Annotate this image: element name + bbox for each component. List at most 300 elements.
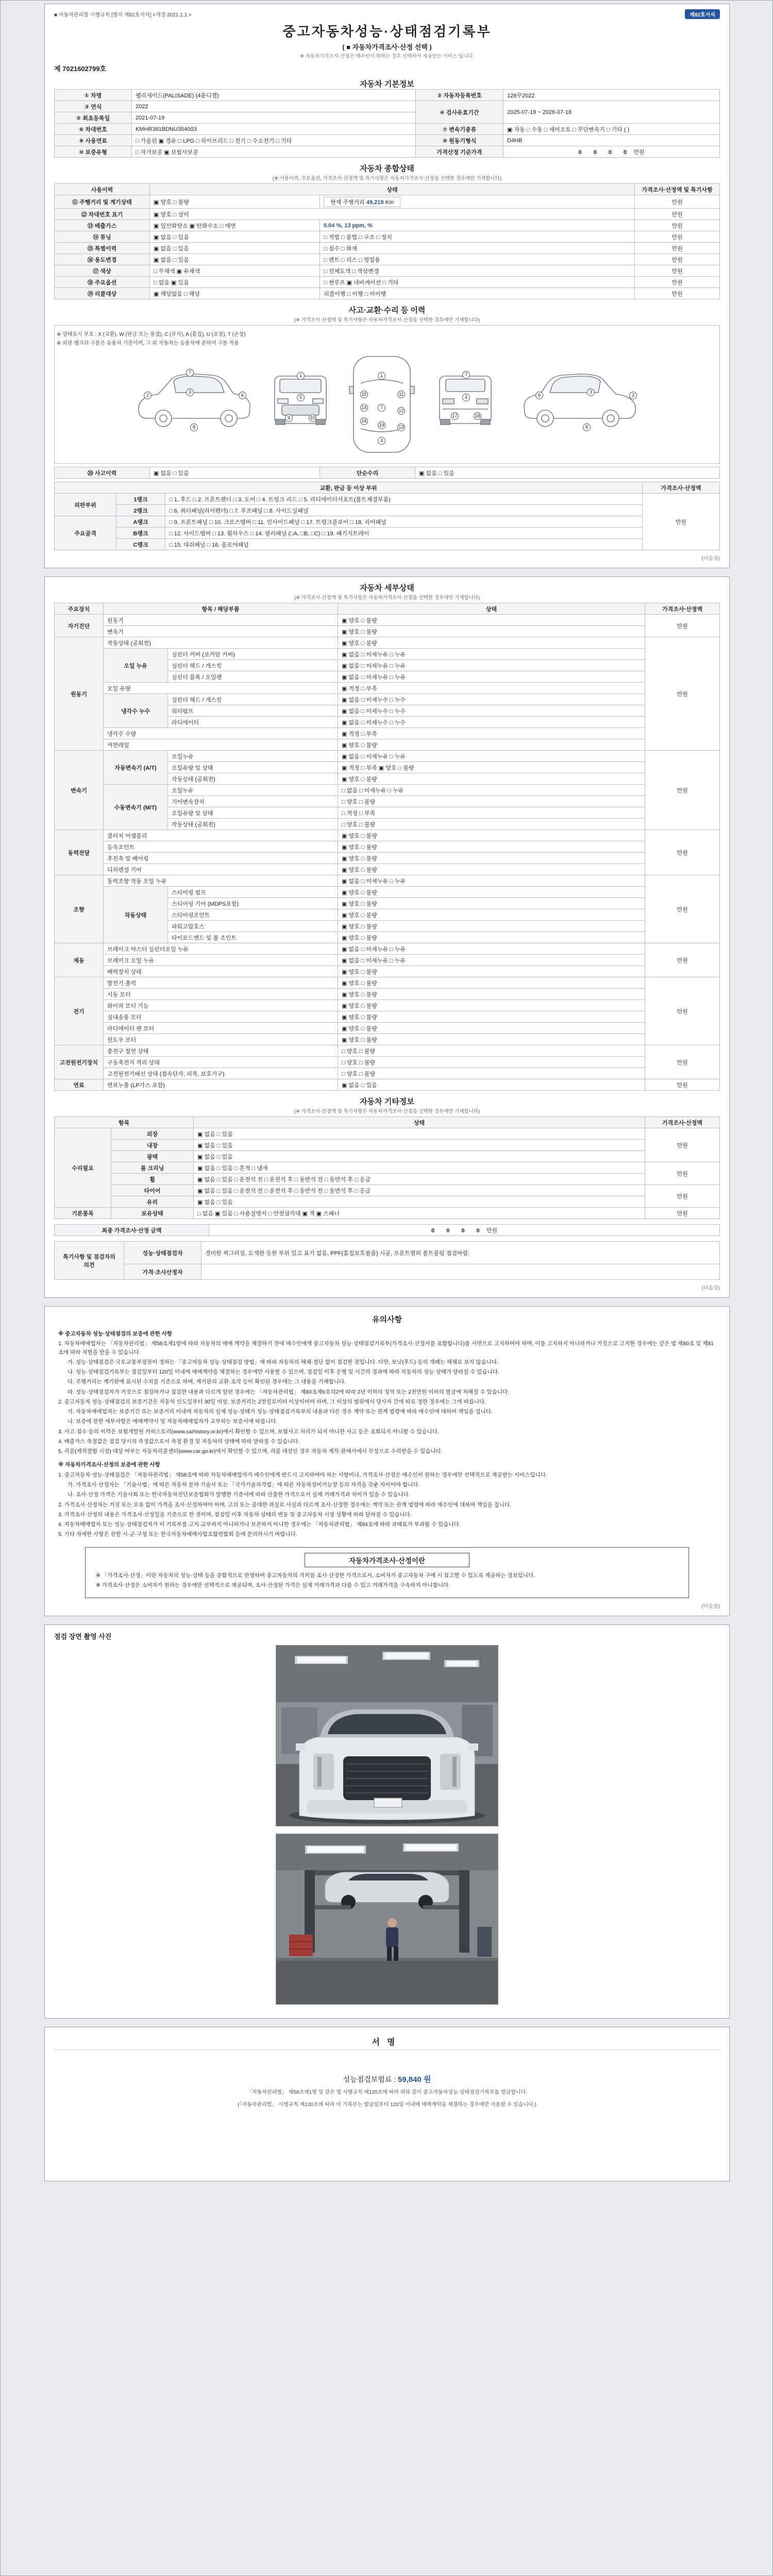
- cell-item: 디퍼렌셜 기어: [104, 864, 338, 875]
- cell-state: ▣ 양호 □ 불량: [338, 626, 645, 637]
- cell-state: ▣ 없음 □ 있음 □ 운전석 전 □ 운전석 후 □ 동반석 전 □ 동반석 후 □ 응급: [194, 1174, 645, 1185]
- cell-state: ▣ 양호 □ 불량: [338, 853, 645, 864]
- cell-item: 냉각수 수량: [104, 728, 338, 739]
- cell-state: ▣ 양호 □ 불량: [338, 1000, 645, 1011]
- state-code-legend: ※ 상태표시 부호 : X (교환), W (판금 또는 용접), C (부식), A (흠집), U (요철), T (손상): [57, 332, 246, 337]
- price-cell: 만원: [645, 977, 720, 1045]
- cell-state: ▣ 양호 □ 불량: [338, 1023, 645, 1034]
- cell-item: 작동상태 (공회전): [168, 819, 338, 830]
- diagram-number: 4: [378, 437, 385, 445]
- notice-item: 3. 가격조사·산정의 내용은 가격조사·산정일을 기준으로 한 것이며, 점검일 이후 자동차 상태의 변동 및 중고자동차 시장 상황에 따라 달라질 수 있습니다.: [58, 1511, 412, 1518]
- base-price-unit: 만원: [633, 149, 645, 156]
- diagram-number: 8: [583, 423, 591, 431]
- diagram-number: 7: [462, 371, 470, 379]
- price-cell: 만원: [635, 243, 720, 254]
- group-fuel: 연료: [55, 1079, 104, 1091]
- cell-state: ▣ 없음 □ 있음: [194, 1151, 645, 1162]
- cell-item: 라디에이터: [168, 717, 338, 728]
- etc-col-price: 가격조사·산정액: [645, 1117, 720, 1128]
- diagram-number: 7: [186, 369, 194, 377]
- fuel-label: ⑧ 사용연료: [55, 135, 132, 146]
- diagram-number: 19: [378, 421, 385, 429]
- accident-history-state: ▣ 없음 □ 있음: [150, 467, 320, 479]
- odometer-cell: [320, 195, 635, 209]
- cell-item: 클러치 어셈블리: [104, 830, 338, 841]
- sub-at: 자동변속기 (A/T): [104, 751, 168, 785]
- cell-item: 실린더 블록 / 오일팬: [168, 671, 338, 683]
- price-cell: 만원: [635, 195, 720, 209]
- form-reference: ■ 자동차관리법 시행규칙 [별지 제82호서식] <개정 2021.1.1.>: [54, 12, 192, 18]
- transmission-label: ⑦ 변속기종류: [416, 124, 503, 135]
- price-cell: 만원: [635, 254, 720, 265]
- appraiser-comment: [201, 1264, 720, 1280]
- section-overall: [54, 163, 720, 299]
- simple-repair-label: 단순수리: [320, 467, 415, 479]
- price-cell: 만원: [645, 751, 720, 830]
- accident-history-table: [54, 467, 720, 479]
- cell-state: □ 양호 □ 불량: [338, 1057, 645, 1068]
- price-cell: 만원: [635, 231, 720, 243]
- rankB-label: B랭크: [116, 528, 165, 539]
- odometer-unit: Km: [385, 199, 394, 206]
- cell-item: 오일 유량: [104, 683, 338, 694]
- transmission-checkboxes: ▣ 자동 □ 수동 □ 세미오토 □ 무단변속기 □ 기타 ( ): [503, 124, 720, 135]
- notice-item: 라. 성능·상태점검자가 거짓으로 점검하거나 점검한 내용과 다르게 알린 경우에는 「자동차관리법」 제80조제6호의2에 따라 2년 이하의 징역 또는 2천만원 이하의 벌금에 처해질 수 있습니다.: [68, 1388, 509, 1395]
- notice-heading: ※ 중고자동차 성능·상태점검의 보증에 관한 사항: [58, 1331, 173, 1337]
- notice-item: 2. 중고자동차 성능·상태점검의 보증기간은 자동차 인도일부터 30일 이상, 보증거리는 2천킬로미터 이상이어야 하며, 그 이상의 범위에서 당사자 간에 따로 정한 경우에는 그에 따릅니다.: [58, 1398, 486, 1405]
- legal-statement-1: 「자동차관리법」 제58조제1항 및 같은 법 시행규칙 제120조에 따라 위와 같이 중고자동차성능·상태점검기록부를 발급합니다.: [246, 2090, 528, 2096]
- signature-title: 서명: [54, 2032, 720, 2050]
- document-subnote: ※ 자동차가격조사·산정은 매수인이 원하는 경우 선택하여 제공받는 서비스 입니다.: [300, 54, 474, 59]
- sheet-detail: [44, 577, 730, 1298]
- document-number: 제 7021602799호: [54, 65, 107, 73]
- emission-state: ▣ 일산화탄소 ▣ 탄화수소 □ 매연: [150, 220, 320, 231]
- odometer-box: [324, 197, 400, 207]
- final-price-value-cell: [209, 1225, 720, 1236]
- diagram-number: 2: [144, 392, 152, 399]
- vehicle-name-label: ① 차명: [55, 90, 132, 101]
- diagram-number: 8: [190, 423, 198, 431]
- photo-lift-illustration: [276, 1834, 498, 2004]
- next-page-marker: (다음장): [701, 1604, 720, 1610]
- vin-mark-state: ▣ 양호 □ 상이: [150, 209, 635, 220]
- cell-state: ▣ 적정 □ 부족: [338, 683, 645, 694]
- cell-item: 유리: [111, 1196, 194, 1208]
- cell-item: 원동기: [104, 615, 338, 626]
- notice-item: 4. 자동차매매업자 또는 성능·상태점검자가 이 기록부를 고지·교부하지 아니하거나 보존하지 아니한 경우에는 「자동차관리법」 제84조에 따라 과태료가 부과될 수 있습니다.: [58, 1521, 461, 1528]
- group-powertrain: 동력전달: [55, 830, 104, 875]
- emission-values: 0.04 %, 13 ppm, %: [320, 220, 635, 231]
- special-history-state: ▣ 없음 □ 있음: [150, 243, 320, 254]
- sheet-signature: [44, 2027, 730, 2181]
- tuning-extra: □ 적법 □ 불법 □ 구조 □ 장치: [320, 231, 635, 243]
- photo-front-illustration: [276, 1646, 498, 1826]
- first-registration-label: ⑤ 최초등록일: [55, 112, 132, 124]
- diagram-number: 6: [535, 392, 543, 399]
- group-steering: 조향: [55, 875, 104, 943]
- cell-item: 라디에이터 팬 모터: [104, 1023, 338, 1034]
- cell-item: 타이어: [111, 1185, 194, 1196]
- color-state: □ 무채색 ▣ 유채색: [150, 265, 320, 277]
- reg-no-label: ② 자동차등록번호: [416, 90, 503, 101]
- cell-state: ▣ 양호 □ 불량: [338, 977, 645, 989]
- cell-item: 배력장치 상태: [104, 966, 338, 977]
- diagram-number: 9: [285, 414, 293, 422]
- recall-label: ⑲ 리콜대상: [55, 288, 150, 299]
- notice-item: 2. 가격조사·산정자는 거짓 또는 오류 없이 가격을 조사·산정하여야 하며, 고의 또는 중대한 과실로 사실과 다르게 조사·산정한 경우에는 계약 또는 관계 법령에 따라 매수인에 대하여 책임을 집니다.: [58, 1501, 512, 1508]
- accident-history-label: ⑳ 사고이력: [55, 467, 150, 479]
- cell-state: ▣ 없음 □ 미세누수 □ 누수: [338, 717, 645, 728]
- cell-item: 오일누유: [168, 751, 338, 762]
- odometer-state: ▣ 양호 □ 불량: [150, 195, 320, 209]
- basic-info-table: [54, 89, 720, 158]
- emission-label: ⑬ 배출가스: [55, 220, 150, 231]
- cell-item: 실린더 커버 (로커암 커버): [168, 649, 338, 660]
- explainer-title: 자동차가격조사·산정이란: [305, 1553, 469, 1567]
- price-appraisal-explainer: [85, 1547, 689, 1599]
- cell-item: 워터펌프: [168, 705, 338, 717]
- overall-table: [54, 183, 720, 299]
- cell-state: ▣ 없음 □ 있음: [338, 1079, 645, 1091]
- diagram-number: 5: [297, 394, 305, 401]
- section-accident: [54, 304, 720, 550]
- sub-oil-leak: 오일 누유: [104, 649, 168, 683]
- inspection-period-value: 2025-07-19 ~ 2026-07-18: [503, 101, 720, 124]
- sub-steering-operation: 작동상태: [104, 887, 168, 943]
- notice-item: 5. 기타 자세한 사항은 관할 시·군·구청 또는 한국자동차매매사업조합연합회 등에 문의하시기 바랍니다.: [58, 1531, 297, 1538]
- cell-item: 오일유량 및 상태: [168, 807, 338, 819]
- color-extra: □ 전체도색 □ 색상변경: [320, 265, 635, 277]
- cell-item: 오일유량 및 상태: [168, 762, 338, 773]
- diagram-number: 10: [309, 414, 316, 422]
- cell-item: 타이로드엔드 및 볼 조인트: [168, 932, 338, 943]
- rank1-label: 1랭크: [116, 494, 165, 505]
- overall-col-price: 가격조사·산정액 및 특기사항: [635, 184, 720, 195]
- car-diagram-labels: [124, 346, 650, 462]
- diagram-number: 13: [397, 423, 405, 431]
- sub-mt: 수동변속기 (M/T): [104, 785, 168, 830]
- reg-no-value: 126무2022: [503, 90, 720, 101]
- cell-state: ▣ 없음 □ 미세누유 □ 누유: [338, 660, 645, 671]
- cell-state: ▣ 없음 □ 미세누유 □ 누유: [338, 943, 645, 955]
- price-cell: 만원: [635, 265, 720, 277]
- cell-state: ▣ 없음 □ 미세누수 □ 누수: [338, 705, 645, 717]
- cell-state: □ 양호 □ 불량: [338, 1045, 645, 1057]
- cell-item: 동력조향 작동 오일 누유: [104, 875, 338, 887]
- next-page-marker: (다음장): [701, 556, 720, 562]
- cell-item: 파워고압호스: [168, 921, 338, 932]
- vin-label: ⑥ 차대번호: [55, 124, 132, 135]
- tuning-label: ⑭ 튜닝: [55, 231, 150, 243]
- special-history-extra: □ 침수 □ 화재: [320, 243, 635, 254]
- diagram-number: 1: [297, 372, 305, 380]
- rankA-items: □ 9. 프론트패널 □ 10. 크로스멤버 □ 11. 인사이드패널 □ 17. 트렁크플로어 □ 18. 리어패널: [165, 516, 643, 528]
- cell-item: 작동상태 (공회전): [104, 637, 338, 649]
- opinion-table: [54, 1241, 720, 1280]
- cell-item: 와이퍼 모터 기능: [104, 1000, 338, 1011]
- inspection-photo-front: [276, 1645, 498, 1826]
- exchange-label: 교환, 판금 등 이상 부위: [55, 482, 643, 494]
- opinion-label: 특기사항 및 점검자의 의견: [55, 1242, 124, 1280]
- appraiser-label: 가격·조사산정자: [124, 1264, 201, 1280]
- detail-title: 자동차 세부상태: [360, 584, 414, 592]
- group-transmission: 변속기: [55, 751, 104, 830]
- cell-state: □ 없음 □ 미세누유 □ 누유: [338, 785, 645, 796]
- recall-extra: 리콜이행 □ 이행 □ 미이행: [320, 288, 635, 299]
- cell-state: ▣ 양호 □ 불량: [338, 909, 645, 921]
- usage-change-label: ⑯ 용도변경: [55, 254, 150, 265]
- cell-state: □ 양호 □ 불량: [338, 819, 645, 830]
- cell-item: 보유상태: [111, 1208, 194, 1219]
- final-price-label: 최종 가격조사·산정 금액: [55, 1225, 209, 1236]
- usage-change-state: ▣ 없음 □ 있음: [150, 254, 320, 265]
- notice-item: 가. 자동차매매업자는 보증기간 또는 보증거리 이내에 자동차의 실제 성능·상태가 성능·상태점검기록부의 내용과 다른 경우 계약 또는 관계 법령에 따라 매수인에 대하여 책임을 집니다.: [68, 1409, 493, 1415]
- rank-legend: ※ 외판 랭크의 구분은 승용차 기준이며, 그 외 자동차는 승용차에 준하여 구분 적용: [57, 341, 239, 346]
- inspector-label: 성능·상태점검자: [124, 1242, 201, 1264]
- model-year-label: ③ 연식: [55, 101, 132, 112]
- cell-item: 룸 크리닝: [111, 1162, 194, 1174]
- group-basic-items: 기본품목: [55, 1208, 111, 1219]
- price-cell: 만원: [635, 220, 720, 231]
- price-cell: 만원: [645, 1185, 720, 1208]
- etc-col-state: 상태: [194, 1117, 645, 1128]
- cell-state: ▣ 없음 □ 미세누수 □ 누수: [338, 694, 645, 705]
- cell-state: □ 양호 □ 불량: [338, 796, 645, 807]
- cell-state: □ 적정 □ 부족: [338, 807, 645, 819]
- explainer-line: ※ 가격조사·산정은 소비자가 원하는 경우에만 선택적으로 제공되며, 조사·산정된 가격은 실제 거래가격과 다를 수 있고 거래가격을 구속하지 아니합니다.: [96, 1582, 450, 1589]
- exchange-price-label: 가격조사·산정액: [643, 482, 720, 494]
- notice-item: 3. 사고·침수 등의 이력은 보험개발원 카히스토리(www.carhistory.or.kr)에서 확인할 수 있으며, 보험사고 처리가 되지 아니한 사고 등은 조회되지 아니할 수 있습니다.: [58, 1428, 439, 1435]
- diagram-number: 2: [629, 392, 637, 399]
- cell-state: ▣ 없음 □ 미세누유 □ 누유: [338, 649, 645, 660]
- fuel-checkboxes: □ 가솔린 ▣ 경유 □ LPG □ 하이브리드 □ 전기 □ 수소전기 □ 기타: [132, 135, 416, 146]
- detail-col-price: 가격조사·산정액: [645, 603, 720, 615]
- cell-item: 광택: [111, 1151, 194, 1162]
- cell-state: ▣ 없음 □ 있음 □ 운전석 전 □ 운전석 후 □ 동반석 전 □ 동반석 후 □ 응급: [194, 1185, 645, 1196]
- explainer-line: ※ 「가격조사·산정」이란 자동차의 성능·상태 등을 종합적으로 반영하여 중고자동차의 가치를 조사·산정한 가격으로서, 소비자가 중고자동차 구매 시 참고할 수 있도록 제공하는 정보입니다.: [96, 1572, 535, 1579]
- diagram-number: 18: [474, 412, 481, 420]
- vin-mark-label: ⑫ 차대번호 표기: [55, 209, 150, 220]
- warranty-type-checkboxes: □ 자가보증 ▣ 보험사보증: [132, 146, 416, 158]
- rankC-label: C랭크: [116, 539, 165, 550]
- diagram-number: 15: [360, 391, 368, 398]
- rank2-label: 2랭크: [116, 505, 165, 516]
- first-registration-value: 2021-07-19: [132, 112, 416, 124]
- cell-item: 구동축전지 격리 상태: [104, 1057, 338, 1068]
- recall-state: ▣ 해당없음 □ 해당: [150, 288, 320, 299]
- etc-title: 자동차 기타정보: [360, 1097, 414, 1106]
- cell-state: ▣ 양호 □ 불량: [338, 1011, 645, 1023]
- document-title: 중고자동차성능·상태점검기록부: [282, 24, 492, 39]
- cell-state: ▣ 양호 □ 불량: [338, 921, 645, 932]
- frame-group: 주요골격: [55, 516, 116, 550]
- cell-state: ▣ 양호 □ 불량: [338, 864, 645, 875]
- cell-item: 외장: [111, 1128, 194, 1140]
- sheet-photos: [44, 1624, 730, 2019]
- diagram-number: 6: [239, 392, 246, 399]
- cell-item: 스티어링조인트: [168, 909, 338, 921]
- usage-change-extra: □ 렌트 □ 리스 □ 영업용: [320, 254, 635, 265]
- simple-repair-state: ▣ 없음 □ 있음: [415, 467, 720, 479]
- cell-item: 커먼레일: [104, 739, 338, 751]
- price-cell: 만원: [645, 1162, 720, 1185]
- rankC-items: □ 15. 대쉬패널 □ 16. 플로어패널: [165, 539, 643, 550]
- cell-item: 변속기: [104, 626, 338, 637]
- price-cell: 만원: [645, 1079, 720, 1091]
- cell-state: ▣ 양호 □ 불량: [338, 739, 645, 751]
- color-label: ⑰ 색상: [55, 265, 150, 277]
- overall-col-state: 상태: [150, 184, 635, 195]
- diagram-number: 16: [360, 417, 368, 425]
- cell-state: ▣ 없음 □ 있음: [194, 1128, 645, 1140]
- price-cell: 만원: [645, 943, 720, 977]
- engine-type-label: ⑨ 원동기형식: [416, 135, 503, 146]
- rank1-items: □ 1. 후드 □ 2. 프론트펜더 □ 3. 도어 □ 4. 트렁크 리드 □ 5. 라디에이터서포트(볼트체결부품): [165, 494, 643, 505]
- notice-item: 나. 성능·상태점검기록부는 점검일부터 120일 이내에 매매계약을 체결하는 경우에만 사용할 수 있으며, 점검일 이후 운행 및 시간의 경과에 따라 자동차의 성능·상태가 달라질 수 있습니다.: [68, 1369, 499, 1376]
- cell-item: 실린더 헤드 / 개스킷: [168, 694, 338, 705]
- model-year-value: 2022: [132, 101, 416, 112]
- odometer-label: ⑪ 주행거리 및 계기상태: [55, 195, 150, 209]
- cell-state: ▣ 양호 □ 불량: [338, 989, 645, 1000]
- sheet-notice: [44, 1306, 730, 1616]
- engine-type-value: D4HB: [503, 135, 720, 146]
- car-diagram: [124, 346, 650, 462]
- inspector-comment: 경미한 찌그러짐, 도색한 듯한 부위 있고 표기 없음, PPF(흠집보호필름) 시공, 프론트범퍼 볼트풀림 점검바람.: [201, 1242, 720, 1264]
- detail-table: [54, 603, 720, 1091]
- accident-note: (※ 가격조사·산정액 및 특기사항은 자동차가격조사·산정을 선택한 경우에만 기재합니다): [294, 317, 480, 323]
- detail-note: (※ 가격조사·산정액 및 특기사항은 자동차가격조사·산정을 선택한 경우에만 기재합니다): [294, 595, 480, 601]
- vin-value: KMHR381BDNU354003: [132, 124, 416, 135]
- price-cell: 만원: [635, 288, 720, 299]
- cell-state: ▣ 없음 □ 있음: [194, 1196, 645, 1208]
- cell-item: 시동 모터: [104, 989, 338, 1000]
- special-history-label: ⑮ 특별이력: [55, 243, 150, 254]
- cell-item: 등속조인트: [104, 841, 338, 853]
- insurance-fee-value: 59,840 원: [397, 2075, 431, 2084]
- warranty-type-label: ⑩ 보증유형: [55, 146, 132, 158]
- cell-state: ▣ 없음 □ 있음: [194, 1140, 645, 1151]
- notice-item: 4. 배출가스 측정값은 점검 당시의 측정값으로서 측정 환경 및 자동차의 상태에 따라 달라질 수 있습니다.: [58, 1438, 300, 1445]
- diagram-number: 3: [587, 388, 595, 396]
- rankB-items: □ 12. 사이드멤버 □ 13. 휠하우스 □ 14. 필러패널 (□A, □B, □C) □ 19. 패키지트레이: [165, 528, 643, 539]
- sub-coolant-leak: 냉각수 누수: [104, 694, 168, 728]
- cell-item: 충전구 절연 상태: [104, 1045, 338, 1057]
- cell-item: 브레이크 오일 누유: [104, 955, 338, 966]
- overall-note: (※ 사용이력, 주요옵션, 가격조사·산정액 및 특기사항은 자동차가격조사·산정을 선택한 경우에만 기재합니다): [272, 176, 502, 181]
- cell-state: ▣ 양호 □ 불량: [338, 966, 645, 977]
- cell-state: ▣ 양호 □ 불량: [338, 841, 645, 853]
- options-extra: □ 썬루프 ▣ 네비게이션 □ 기타: [320, 277, 635, 288]
- cell-state: ▣ 양호 □ 불량: [338, 1034, 645, 1045]
- group-engine: 원동기: [55, 637, 104, 751]
- cell-state: ▣ 적정 □ 부족 ▣ 양호 □ 불량: [338, 762, 645, 773]
- photos-title: 점검 장면 촬영 사진: [54, 1633, 112, 1641]
- cell-item: 윈도우 모터: [104, 1034, 338, 1045]
- cell-state: ▣ 양호 □ 불량: [338, 932, 645, 943]
- diagram-number: 4: [462, 394, 470, 401]
- cell-item: 스티어링 기어 (MDPS포함): [168, 898, 338, 909]
- detail-col-device: 주요장치: [55, 603, 104, 615]
- cell-state: ▣ 양호 □ 불량: [338, 615, 645, 626]
- notice-item: 가. 가격조사·산정자는 「기술사법」에 따른 자동차 분야 기술사 또는 「국가기술자격법」에 따른 자동차정비기능장 등의 자격을 갖춘 자이어야 합니다.: [68, 1481, 420, 1488]
- accident-diagram-area: [54, 325, 720, 464]
- odometer-value: 49,219: [366, 199, 384, 206]
- cell-state: ▣ 없음 □ 있음 □ 흔적 □ 냄새: [194, 1162, 645, 1174]
- cell-state: ▣ 없음 □ 미세누유 □ 누유: [338, 955, 645, 966]
- cell-state: □ 양호 □ 불량: [338, 1068, 645, 1079]
- section-basic-info: [54, 78, 720, 158]
- cell-item: 오일누유: [168, 785, 338, 796]
- notice-item: 나. 조사·산정 가격은 기술사회 또는 한국자동차진단보증협회가 발행한 기준서에 따라 산출한 가격으로서 실제 거래가격과 차이가 있을 수 있습니다.: [68, 1492, 410, 1498]
- etc-note: (※ 가격조사·산정액 및 특기사항은 자동차가격조사·산정을 선택한 경우에만 기재합니다): [294, 1109, 480, 1114]
- cell-item: 추진축 및 베어링: [104, 853, 338, 864]
- diagram-number: 17: [451, 412, 459, 420]
- cell-state: ▣ 없음 □ 미세누유 □ 누유: [338, 875, 645, 887]
- cell-item: 연료누출 (LP가스 포함): [104, 1079, 338, 1091]
- cell-state: □ 없음 ▣ 있음 □ 사용설명서 □ 안전삼각대 ▣ 잭 ▣ 스패너: [194, 1208, 645, 1219]
- cell-item: 작동상태 (공회전): [168, 773, 338, 785]
- price-cell: 만원: [645, 637, 720, 751]
- notice-item: 1. 자동차매매업자는 「자동차관리법」 제58조제1항에 따라 자동차의 매매 계약을 체결하기 전에 매수인에게 중고자동차 성능·상태점검기록부(가격조사·산정서를 포함합니다)를 서면으로 고지하여야 하며, 이를 고지하지 아니하거나 거짓으로 고지한 경우에는 같은 법 제80조 및 제81조에 따라 처벌을 받을 수 있습니다.: [58, 1341, 714, 1355]
- notice-item: 5. 리콜(제작결함 시정) 대상 여부는 자동차리콜센터(www.car.go.kr)에서 확인할 수 있으며, 리콜 대상인 경우 자동차 제작·판매사에서 무상으로 수리받을 수 있습니다.: [58, 1448, 443, 1455]
- notice-item: 나. 보증에 관한 세부사항은 매매계약서 및 자동차매매업자가 교부하는 보증서에 따릅니다.: [68, 1418, 278, 1425]
- price-cell: 만원: [645, 875, 720, 943]
- price-cell: 만원: [645, 1208, 720, 1219]
- diagram-number: 7: [378, 404, 385, 412]
- final-price-table: [54, 1224, 720, 1236]
- basic-info-title: 자동차 기본정보: [360, 80, 414, 89]
- cell-item: 내장: [111, 1140, 194, 1151]
- options-state: □ 없음 ▣ 있음: [150, 277, 320, 288]
- outer-panel-group: 외판부위: [55, 494, 116, 516]
- odometer-pre: 현재 주행거리: [330, 199, 365, 206]
- diagram-number: 1: [378, 372, 385, 380]
- cell-item: 스티어링 펌프: [168, 887, 338, 898]
- cell-state: ▣ 없음 □ 미세누유 □ 누유: [338, 671, 645, 683]
- detail-col-state: 상태: [338, 603, 645, 615]
- tuning-state: ▣ 없음 □ 있음: [150, 231, 320, 243]
- group-brake: 제동: [55, 943, 104, 977]
- page: [1, 1, 773, 2181]
- group-high-voltage: 고전원전기장치: [55, 1045, 104, 1079]
- etc-table: [54, 1116, 720, 1219]
- cell-item: 브레이크 마스터 실린더오일 누유: [104, 943, 338, 955]
- cell-state: ▣ 적정 □ 부족: [338, 728, 645, 739]
- price-cell: 만원: [645, 615, 720, 637]
- sheet-basic: [44, 4, 730, 568]
- inspection-photo-lift: [276, 1834, 498, 2005]
- price-cell: 만원: [635, 277, 720, 288]
- notice-heading: ※ 자동차가격조사·산정의 보증에 관한 사항: [58, 1462, 160, 1468]
- diagram-number: 12: [397, 407, 405, 415]
- cell-state: ▣ 양호 □ 불량: [338, 830, 645, 841]
- legal-statement-2: (「자동차관리법」 시행규칙 제120조에 따라 이 기록부는 발급일부터 120일 이내에 매매계약을 체결하는 경우에만 사용할 수 있습니다.): [238, 2102, 536, 2108]
- final-price-digits: 0 0 0 0: [431, 1227, 485, 1234]
- base-price-digits: 0 0 0 0: [578, 149, 632, 156]
- price-cell: 만원: [645, 1128, 720, 1162]
- cell-item: 기어변속장치: [168, 796, 338, 807]
- price-cell: 만원: [645, 1045, 720, 1079]
- detail-col-item: 항목 / 해당부품: [104, 603, 338, 615]
- insurance-fee-line: [54, 2074, 720, 2084]
- cell-state: ▣ 양호 □ 불량: [338, 773, 645, 785]
- group-electric: 전기: [55, 977, 104, 1045]
- notice-item: 가. 성능·상태점검은 국토교통부장관이 정하는 「중고자동차 성능·상태점검 방법」에 따라 자동차의 해체·절단 없이 점검한 것입니다. 다만, 보닛(후드) 등의 개폐는 해체로 보지 않습니다.: [68, 1359, 498, 1365]
- group-repair-needed: 수리필요: [55, 1128, 111, 1208]
- vehicle-name-value: 펠리세이드(PALISADE) (4륜디젤): [132, 90, 416, 101]
- etc-col-item: 항목: [55, 1117, 194, 1128]
- overall-title: 자동차 종합상태: [360, 164, 414, 173]
